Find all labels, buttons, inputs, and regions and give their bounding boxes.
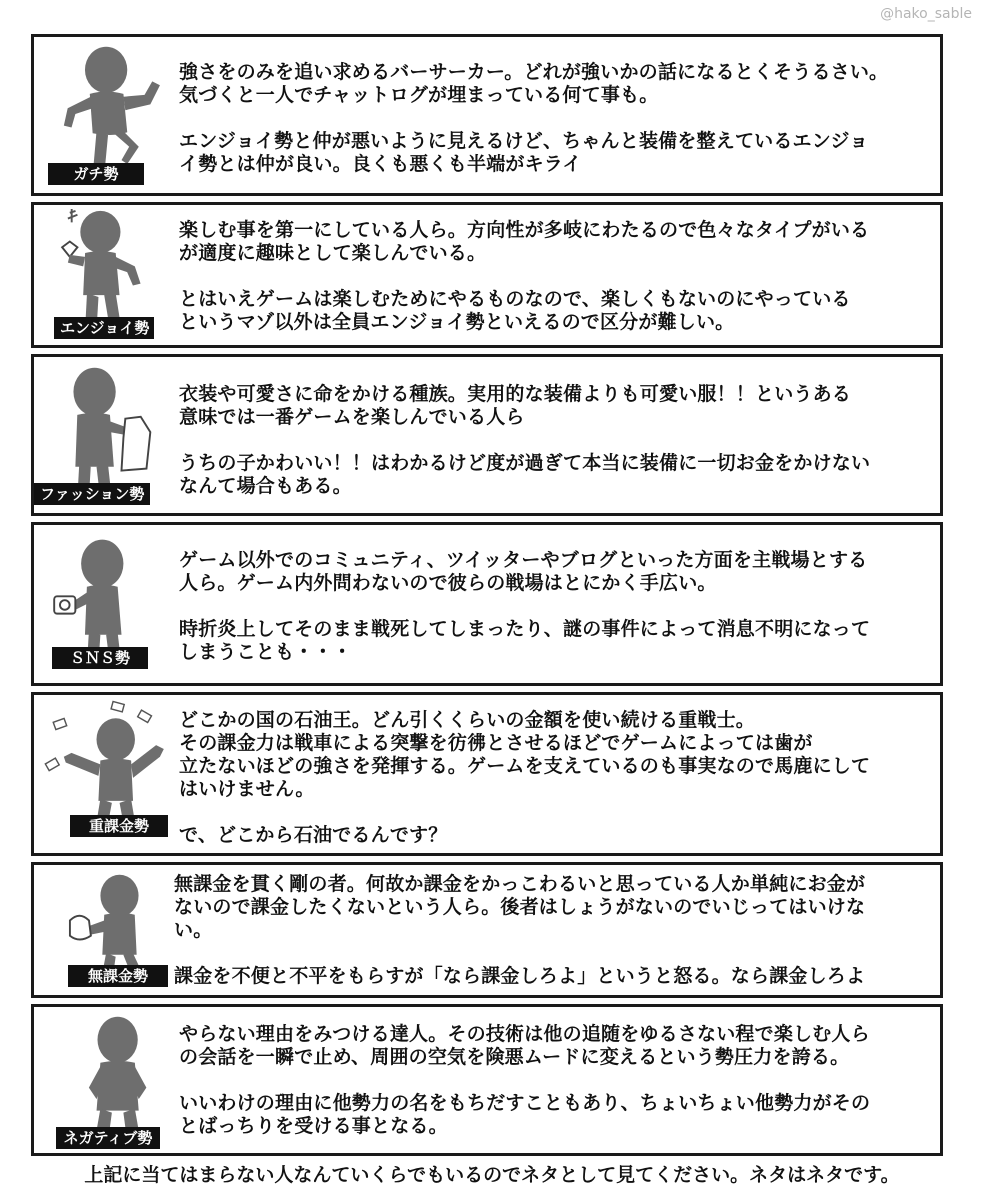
- paragraph: うちの子かわいい！！はわかるけど度が過ぎて本当に装備に一切お金をかけない なんて場合もある。: [179, 452, 871, 497]
- paragraph: 衣装や可愛さに命をかける種族。実用的な装備よりも可愛い服！！というある 意味では一番ゲームを楽しんでいる人ら: [179, 383, 852, 428]
- paragraph: 時折炎上してそのまま戦死してしまったり、謎の事件によって消息不明になって しまうことも・・・: [179, 618, 871, 663]
- category-label: ガチ勢: [48, 163, 144, 185]
- watermark: @hako_sable: [880, 6, 972, 22]
- panel-fashion: [31, 354, 943, 516]
- panel-enjoy: [31, 202, 943, 348]
- panel-gachi: [31, 34, 943, 196]
- panel-description: [179, 219, 932, 334]
- paragraph: とはいえゲームは楽しむためにやるものなので、楽しくもないのにやっている というマゾ以外は全員エンジョイ勢といえるので区分が難しい。: [179, 288, 851, 333]
- paragraph: で、どこから石油でるんです？: [179, 824, 448, 846]
- panel-free-player: [31, 862, 943, 998]
- panel-negative: [31, 1004, 943, 1156]
- category-label: ＳＮＳ勢: [52, 647, 148, 669]
- panel-heavy-spender: [31, 692, 943, 856]
- panel-description: [179, 709, 932, 847]
- panel-sns: [31, 522, 943, 686]
- paragraph: 楽しむ事を第一にしている人ら。方向性が多岐にわたるので色々なタイプがいる が適度に趣味として楽しんでいる。: [179, 219, 870, 264]
- category-label: ファッション勢: [34, 483, 150, 505]
- paragraph: 無課金を貫く剛の者。何故か課金をかっこわるいと思っている人か単純にお金が ないので課金したくないという人ら。後者はしょうがないのでいじってはいけな い。: [174, 873, 866, 941]
- paragraph: 強さをのみを追い求めるバーサーカー。どれが強いかの話になるとくそうるさい。 気づくと一人でチャットログが埋まっている何て事も。: [179, 61, 889, 106]
- paragraph: 課金を不便と不平をもらすが「なら課金しろよ」というと怒る。なら課金しろよ: [174, 965, 866, 987]
- category-label: 重課金勢: [70, 815, 168, 837]
- panel-description: [179, 61, 932, 176]
- paragraph: いいわけの理由に他勢力の名をもちだすこともあり、ちょいちょい他勢力がその とばっちりを受ける事となる。: [179, 1092, 871, 1137]
- paragraph: やらない理由をみつける達人。その技術は他の追随をゆるさない程で楽しむ人ら の会話を一瞬で止め、周囲の空気を険悪ムードに変えるという勢圧力を誇る。: [179, 1023, 870, 1068]
- category-label: ネガティブ勢: [56, 1127, 160, 1149]
- category-label: 無課金勢: [68, 965, 168, 987]
- paragraph: どこかの国の石油王。どん引くくらいの金額を使い続ける重戦士。 その課金力は戦車による突撃を彷彿とさせるほどでゲームによっては歯が 立たないほどの強さを発揮する。ゲームを支えているのも事実なので馬鹿にして はいけません。: [179, 709, 871, 800]
- paragraph: エンジョイ勢と仲が悪いように見えるけど、ちゃんと装備を整えているエンジョ イ勢とは仲が良い。良くも悪くも半端がキライ: [179, 130, 869, 175]
- footer-note: 上記に当てはまらない人なんていくらでもいるのでネタとして見てください。ネタはネタです。: [84, 1164, 900, 1186]
- panel-description: [179, 1023, 932, 1138]
- paragraph: ゲーム以外でのコミュニティ、ツイッターやブログといった方面を主戦場とする 人ら。ゲーム内外問わないので彼らの戦場はとにかく手広い。: [179, 549, 868, 594]
- panel-description: [179, 383, 932, 498]
- panel-description: [174, 873, 932, 988]
- panel-description: [179, 549, 932, 664]
- category-label: エンジョイ勢: [54, 317, 154, 339]
